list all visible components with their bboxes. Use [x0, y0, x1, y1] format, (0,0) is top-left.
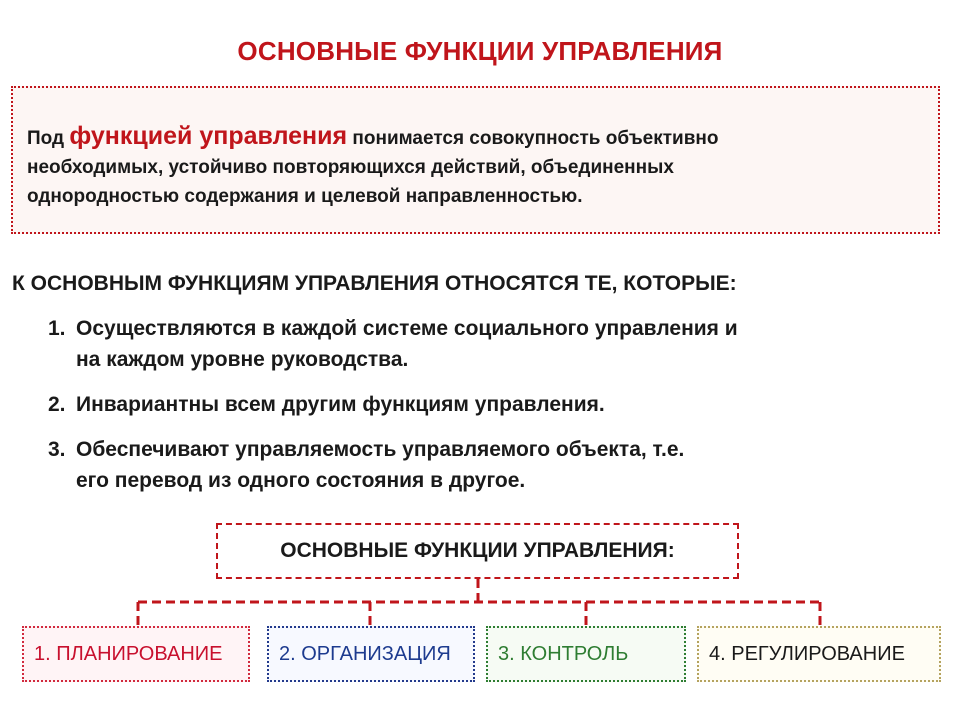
criteria-number: 1.: [48, 317, 66, 340]
function-planning: [22, 626, 250, 682]
criteria-number: 2.: [48, 393, 66, 416]
criteria-text-line: его перевод из одного состояния в другое.: [76, 469, 526, 492]
criteria-heading: К ОСНОВНЫМ ФУНКЦИЯМ УПРАВЛЕНИЯ ОТНОСЯТСЯ ТЕ, КОТОРЫЕ:: [12, 272, 737, 295]
function-label: 4. РЕГУЛИРОВАНИЕ: [709, 642, 905, 665]
definition-line-1-rest: понимается совокупность объективно: [352, 128, 719, 149]
function-label: 3. КОНТРОЛЬ: [498, 642, 629, 665]
functions-heading: ОСНОВНЫЕ ФУНКЦИИ УПРАВЛЕНИЯ:: [280, 539, 675, 562]
function-organization: [267, 626, 475, 682]
definition-line-2: необходимых, устойчиво повторяющихся действий, объединенных: [27, 157, 674, 178]
function-label: 2. ОРГАНИЗАЦИЯ: [279, 642, 451, 665]
function-label: 1. ПЛАНИРОВАНИЕ: [34, 642, 223, 665]
criteria-text-line: Обеспечивают управляемость управляемого объекта, т.е.: [76, 438, 685, 461]
function-regulation: [697, 626, 941, 682]
criteria-text-line: Инвариантны всем другим функциям управления.: [76, 393, 605, 416]
criteria-text-line: Осуществляются в каждой системе социального управления и: [76, 317, 738, 340]
criteria-text-line: на каждом уровне руководства.: [76, 348, 409, 371]
definition-line-3: однородностью содержания и целевой направленностью.: [27, 186, 583, 207]
function-control: [486, 626, 686, 682]
definition-prefix: Под: [27, 128, 65, 149]
definition-keyword: функцией управления: [69, 122, 348, 150]
criteria-number: 3.: [48, 438, 66, 461]
page-title: ОСНОВНЫЕ ФУНКЦИИ УПРАВЛЕНИЯ: [237, 36, 723, 66]
